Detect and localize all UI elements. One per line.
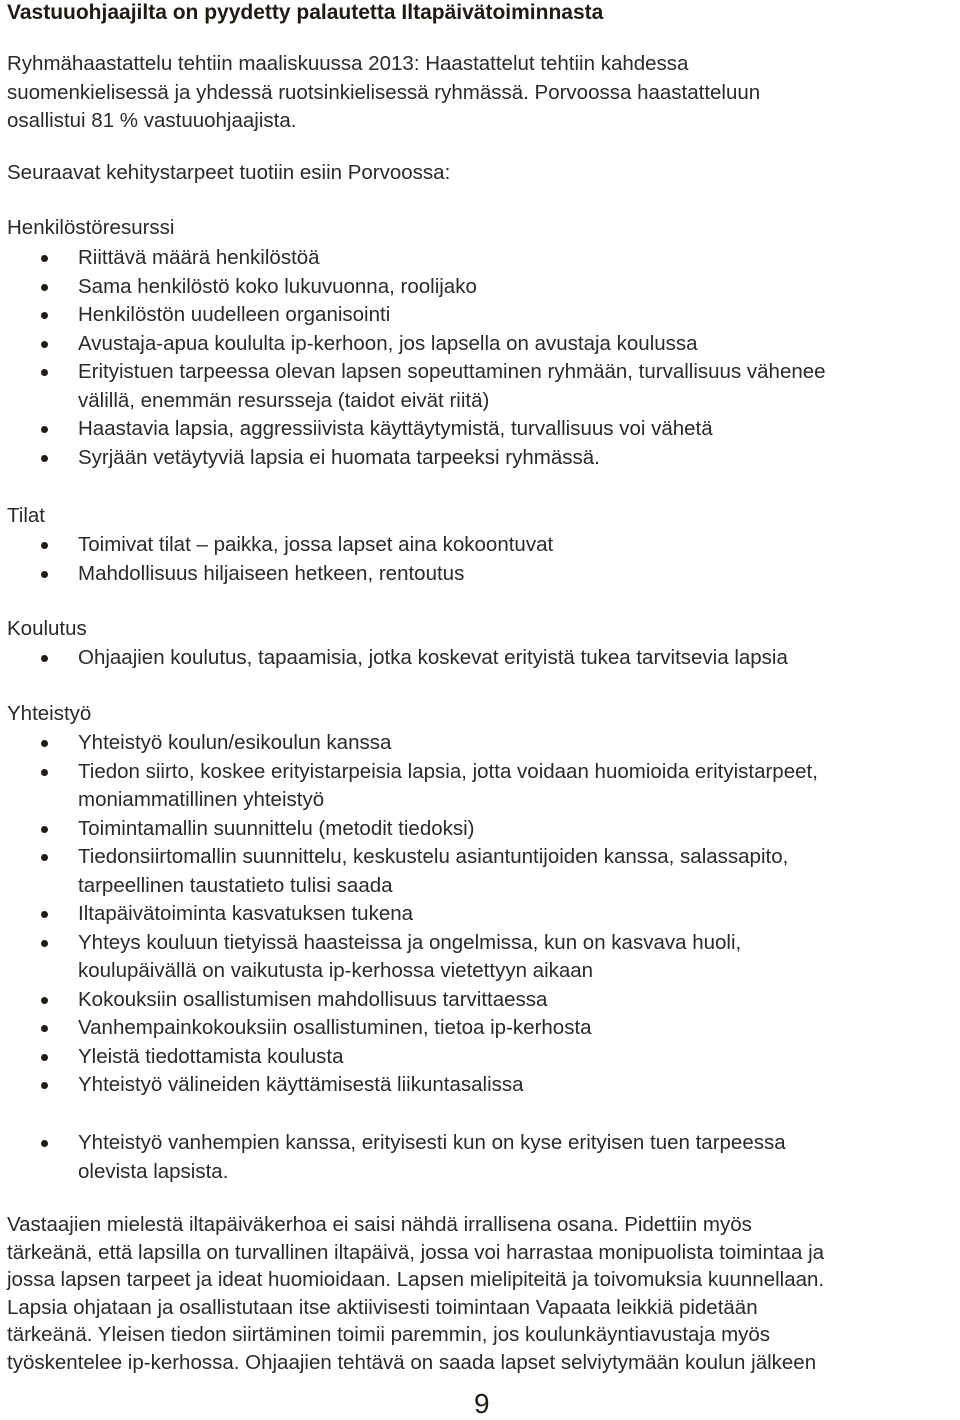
list-item: Toimintamallin suunnittelu (metodit tiedoksi) [0,815,960,844]
intro-line: osallistui 81 % vastuuohjaajista. [7,109,297,132]
bullet-icon [41,312,48,319]
tilat-list [0,531,960,588]
closing-line: Vastaajien mielestä iltapäiväkerhoa ei saisi nähdä irrallisena osana. Pidettiin myös [7,1213,752,1236]
closing-line: tärkeänä. Yleisen tiedon siirtäminen toimii paremmin, jos koulunkäyntiavustaja myös [7,1323,771,1346]
bullet-icon [41,542,48,549]
bullet-icon [41,426,48,433]
intro-line: suomenkielisessä ja yhdessä ruotsinkielisessä ryhmässä. Porvoossa haastatteluun [7,80,761,104]
bullet-icon [41,255,48,262]
lead-sentence: Seuraavat kehitystarpeet tuotiin esiin Porvoossa: [7,161,451,184]
bullet-icon [41,854,48,861]
bullet-icon [41,1054,48,1061]
bullet-icon [41,1025,48,1032]
bullet-icon [41,940,48,947]
list-item: Tiedonsiirtomallin suunnittelu, keskustelu asiantuntijoiden kanssa, salassapito, tarpeellinen taustatieto tulisi saada [0,843,960,900]
henkilosto-list [0,244,960,472]
section-heading-henkilosto: Henkilöstöresurssi [7,216,175,239]
bullet-icon [41,655,48,662]
list-item: Toimivat tilat – paikka, jossa lapset aina kokoontuvat [0,531,960,560]
list-item: Yhteistyö vanhempien kanssa, erityisesti kun on kyse erityisen tuen tarpeessa olevista lapsista. [0,1129,960,1186]
bullet-icon [41,1140,48,1147]
yhteistyo-list [0,729,960,1100]
list-item: Yhteistyö koulun/esikoulun kanssa [0,729,960,758]
list-item: Kokouksiin osallistumisen mahdollisuus tarvittaessa [0,986,960,1015]
bullet-icon [41,284,48,291]
bullet-icon [41,1082,48,1089]
closing-line: jossa lapsen tarpeet ja ideat huomioidaan. Lapsen mielipiteitä ja toivomuksia kuunnellaan. [7,1268,825,1291]
closing-paragraph [7,1211,960,1376]
closing-line: työskentelee ip-kerhossa. Ohjaajien tehtävä on saada lapset selviytymään koulun jälkeen [7,1350,817,1374]
list-item: Haastavia lapsia, aggressiivista käyttäytymistä, turvallisuus voi vähetä [0,415,960,444]
list-item: Vanhempainkokouksiin osallistuminen, tietoa ip-kerhosta [0,1014,960,1043]
closing-line: tärkeänä, että lapsilla on turvallinen iltapäivä, jossa voi harrastaa monipuolista toimintaa ja [7,1240,825,1264]
list-item: Mahdollisuus hiljaiseen hetkeen, rentoutus [0,560,960,589]
document-title: Vastuuohjaajilta on pyydetty palautetta Iltapäivätoiminnasta [7,1,604,24]
koulutus-list [0,644,960,673]
bullet-icon [41,740,48,747]
section-heading-koulutus: Koulutus [7,617,87,640]
closing-line: Lapsia ohjataan ja osallistutaan itse aktiivisesti toimintaan Vapaata leikkiä pidetään [7,1295,758,1319]
bullet-icon [41,455,48,462]
list-item: Tiedon siirto, koskee erityistarpeisia lapsia, jotta voidaan huomioida erityistarpeet, moniammatillinen yhteistyö [0,758,960,815]
list-item: Riittävä määrä henkilöstöä [0,244,960,273]
list-item: Yhteistyö välineiden käyttämisestä liikuntasalissa [0,1071,960,1100]
bullet-icon [41,769,48,776]
bullet-icon [41,341,48,348]
list-item: Syrjään vetäytyviä lapsia ei huomata tarpeeksi ryhmässä. [0,444,960,473]
intro-paragraph [7,50,760,136]
bullet-icon [41,911,48,918]
page-number: 9 [474,1388,490,1419]
intro-line: Ryhmähaastattelu tehtiin maaliskuussa 2013: Haastattelut tehtiin kahdessa [7,52,689,75]
list-item: Henkilöstön uudelleen organisointi [0,301,960,330]
list-item: Sama henkilöstö koko lukuvuonna, roolijako [0,273,960,302]
yhteistyo-extra-list [0,1129,960,1186]
list-item: Yleistä tiedottamista koulusta [0,1043,960,1072]
list-item: Iltapäivätoiminta kasvatuksen tukena [0,900,960,929]
bullet-icon [41,826,48,833]
bullet-icon [41,369,48,376]
bullet-icon [41,571,48,578]
list-item: Yhteys kouluun tietyissä haasteissa ja ongelmissa, kun on kasvava huoli, koulupäivällä on vaikutusta ip-kerhossa vietettyyn aikaan [0,929,960,986]
bullet-icon [41,997,48,1004]
section-heading-tilat: Tilat [7,504,45,527]
list-item: Erityistuen tarpeessa olevan lapsen sopeuttaminen ryhmään, turvallisuus vähenee välillä, enemmän resursseja (taidot eivät riitä) [0,358,960,415]
list-item: Avustaja-apua koululta ip-kerhoon, jos lapsella on avustaja koulussa [0,330,960,359]
list-item: Ohjaajien koulutus, tapaamisia, jotka koskevat erityistä tukea tarvitsevia lapsia [0,644,960,673]
section-heading-yhteistyo: Yhteistyö [7,702,92,725]
